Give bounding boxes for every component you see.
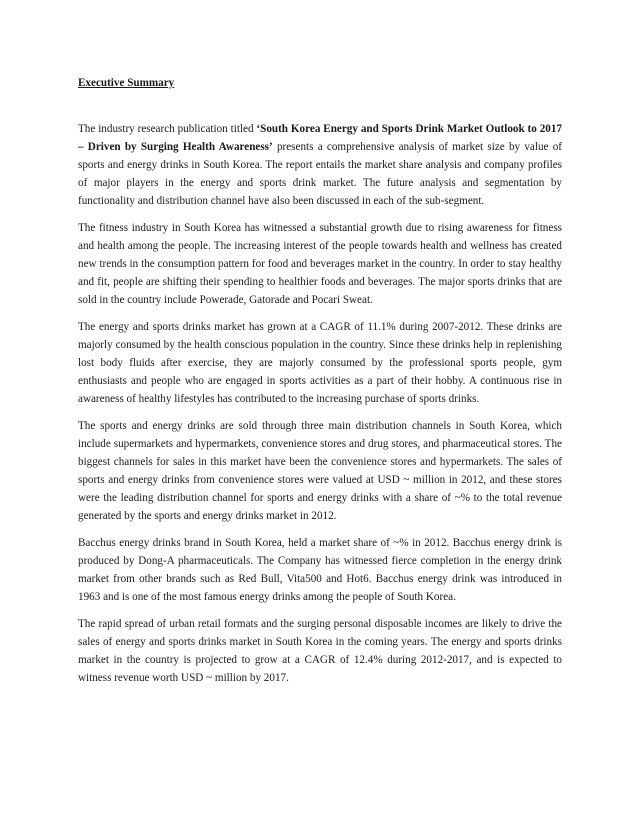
intro-text-after-title: presents a comprehensive analysis of market size by value of sports and energy drinks in South Korea. The report entails the market share analysis and company profiles of major players in the energy and sports drink market. The future analysis and segmentation by functionality and distribution channel have also been discussed in each of the sub-segment.: [78, 141, 562, 207]
paragraph-bacchus-brand: Bacchus energy drinks brand in South Korea, held a market share of ~% in 2012. Bacchus energy drink is produced by Dong-A pharmaceuticals. The Company has witnessed fierce completion in the energy drink market from other brands such as Red Bull, Vita500 and Hot6. Bacchus energy drink was introduced in 1963 and is one of the most famous energy drinks among the people of South Korea.: [78, 537, 562, 603]
section-heading: Executive Summary: [78, 77, 175, 89]
document-body: [78, 120, 562, 696]
paragraph-fitness-industry: The fitness industry in South Korea has witnessed a substantial growth due to rising awareness for fitness and health among the people. The increasing interest of the people towards health and wellness has created new trends in the consumption pattern for food and beverages market in the country. In order to stay healthy and fit, people are shifting their spending to healthier foods and beverages. The major sports drinks that are sold in the country include Powerade, Gatorade and Pocari Sweat.: [78, 222, 562, 306]
paragraph-market-growth: The energy and sports drinks market has grown at a CAGR of 11.1% during 2007-2012. These drinks are majorly consumed by the health conscious population in the country. Since these drinks help in replenishing lost body fluids after exercise, they are majorly consumed by the professional sports people, gym enthusiasts and people who are engaged in sports activities as a part of their hobby. A continuous rise in awareness of healthy lifestyles has contributed to the increasing purchase of sports drinks.: [78, 321, 562, 405]
intro-text-before-title: The industry research publication titled: [78, 123, 257, 135]
paragraph-outlook: The rapid spread of urban retail formats and the surging personal disposable incomes are likely to drive the sales of energy and sports drinks market in South Korea in the coming years. The energy and sports drinks market in the country is projected to grow at a CAGR of 12.4% during 2012-2017, and is expected to witness revenue worth USD ~ million by 2017.: [78, 618, 562, 684]
paragraph-intro: [78, 120, 562, 210]
paragraph-distribution-channels: The sports and energy drinks are sold through three main distribution channels in South Korea, which include supermarkets and hypermarkets, convenience stores and drug stores, and pharmaceutical stores. The biggest channels for sales in this market have been the convenience stores and hypermarkets. The sales of sports and energy drinks from convenience stores were valued at USD ~ million in 2012, and these stores were the leading distribution channel for sports and energy drinks with a share of ~% to the total revenue generated by the sports and energy drinks market in 2012.: [78, 420, 562, 522]
report-title: ‘South Korea Energy and Sports Drink Market Outlook to 2017 – Driven by Surging Health Awareness’: [78, 123, 562, 153]
